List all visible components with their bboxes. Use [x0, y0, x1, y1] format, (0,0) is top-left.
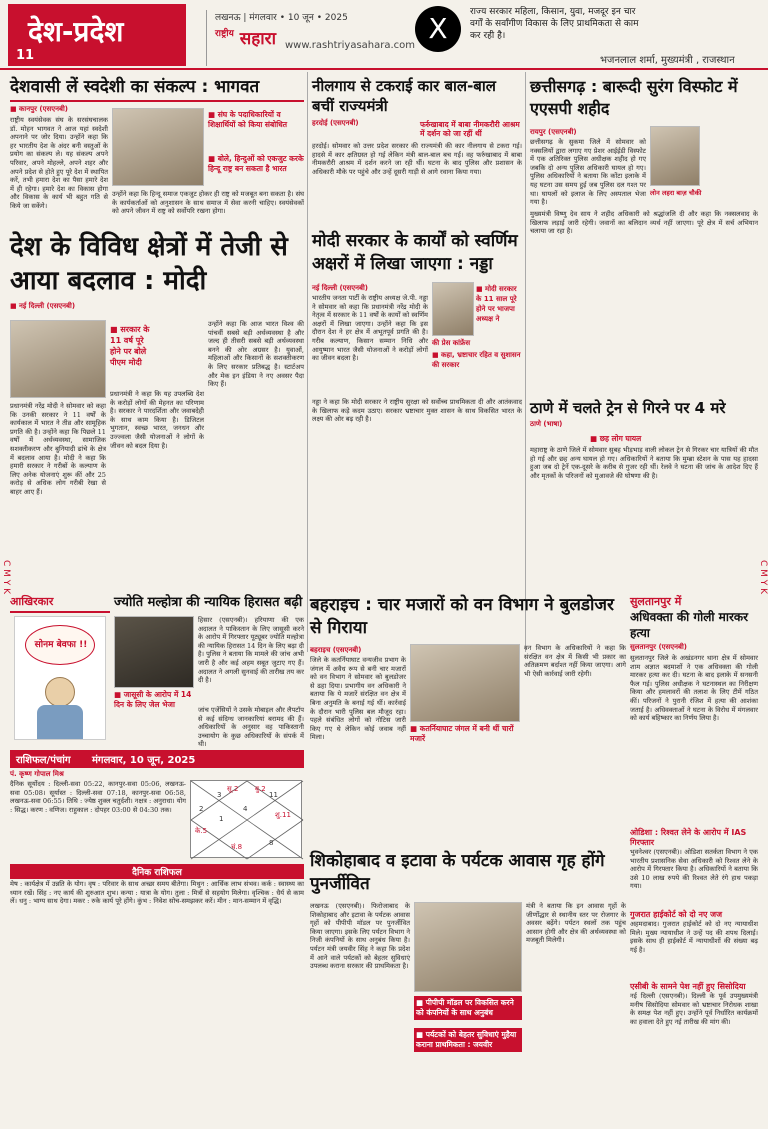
brief-headline[interactable]: गुजरात हाईकोर्ट को दो नए जज	[630, 910, 723, 919]
story-body: वन विभाग के अधिकारियों ने कहा कि संरक्षित वन क्षेत्र में किसी भी प्रकार का अतिक्रमण बर्दाश्त नहीं किया जाएगा। आगे भी ऐसी कार्रवाई जारी रहेगी।	[524, 644, 626, 678]
brief-headline[interactable]: ओडिशा : रिश्वत लेने के आरोप में IAS गिरफ्तार	[630, 828, 747, 847]
story-body: हिसार (एसएनबी)। हरियाणा की एक अदालत ने पाकिस्तान के लिए जासूसी करने के आरोप में गिरफ्तार यूट्यूबर ज्योति मल्होत्रा की न्यायिक हिरासत 14 दिन के लिए बढ़ा दी है। पुलिस ने बताया कि मामले की जांच अभी जारी है और कई अहम सबूत जुटाए गए हैं। अदालत ने अगली सुनवाई की तारीख तय कर दी है।	[198, 616, 304, 685]
brief-body: नई दिल्ली (एसएनबी)। दिल्ली के पूर्व उपमुख्यमंत्री मनीष सिसोदिया सोमवार को भ्रष्टाचार निरोधक शाखा के समक्ष पेश नहीं हुए। उन्होंने पूर्व निर्धारित कार्यक्रमों का हवाला देते हुए नई तारीख की मांग की।	[630, 992, 758, 1026]
quote-source: भजनलाल शर्मा, मुख्यमंत्री , राजस्थान	[600, 55, 735, 66]
bahraich-photo	[410, 644, 520, 722]
byline: हरदोई (एसएनबी)	[312, 119, 359, 127]
sub-headline: ■ कतर्नियाघाट जंगल में बनी थीं चारों मजारें	[410, 724, 514, 743]
cmyk-mark-right: C M Y K	[758, 560, 768, 595]
kundli-cell: 2	[199, 805, 204, 813]
sub-headline: फर्रुखाबाद में बाबा नीमकरौरी आश्रम में दर्शन को जा रहीं थीं	[420, 120, 520, 138]
story-body: मंत्री ने बताया कि इन आवास गृहों के जीर्णोद्धार से स्थानीय स्तर पर रोजगार के अवसर बढ़ेंगे। पर्यटन स्थलों तक पहुंच आसान होगी और क्षेत्र की अर्थव्यवस्था को मजबूती मिलेगी।	[526, 902, 626, 945]
story-body: जिले के कतर्नियाघाट वन्यजीव प्रभाग के जंगल में अवैध रूप से बनी चार मजारों को वन विभाग ने सोमवार को बुलडोजर से ढहा दिया। प्रभागीय वन अधिकारी ने बताया कि ये मजारें संरक्षित वन क्षेत्र में बिना अनुमति के बनाई गई थीं। कार्रवाई के दौरान भारी पुलिस बल मौजूद रहा। पहले संबंधित लोगों को नोटिस जारी किए गए थे लेकिन कोई जवाब नहीं मिला।	[310, 656, 406, 742]
kundli-planet: शु.11	[275, 811, 291, 819]
kundli-chart	[190, 780, 302, 858]
story-body: राष्ट्रीय स्वयंसेवक संघ के सरसंघचालक डॉ. मोहन भागवत ने आज यहां स्वदेशी अपनाने पर जोर दिया। उन्होंने कहा कि हर भारतीय देश के अंदर बनी वस्तुओं के प्रयोग का संकल्प ले। यह संकल्प अपने परिवार, अपने मोहल्ले, अपने शहर और अपने प्रदेश से होते हुए पूरे देश में स्थापित करें, तभी हमारा देश का पैसा हमारे देश में ही रहेगा। हमारे देश का विकास होगा और विकास के कार्य भी बहुत गति से किये जा सकेंगे।	[10, 116, 108, 210]
brand-name: सहारा	[239, 29, 277, 49]
story-body: नड्डा ने कहा कि मोदी सरकार ने राष्ट्रीय सुरक्षा को सर्वोच्च प्राथमिकता दी और आतंकवाद के खिलाफ कड़े कदम उठाए। सरकार भ्रष्टाचार मुक्त शासन के साथ विकसित भारत के लक्ष्य की ओर बढ़ रही है।	[312, 398, 522, 424]
column-rule	[525, 72, 526, 652]
story-bhagwat	[10, 76, 304, 226]
story-chhattisgarh	[530, 76, 758, 394]
rashifal-body: मेष : कार्यक्षेत्र में उन्नति के योग। वृष : परिवार के साथ अच्छा समय बीतेगा। मिथुन : आर्थिक लाभ संभव। कर्क : स्वास्थ्य का ध्यान रखें। सिंह : नए कार्य की शुरुआत शुभ। कन्या : यात्रा के योग। तुला : मित्रों से सहयोग मिलेगा। वृश्चिक : धैर्य से काम लें। धनु : भाग्य साथ देगा। मकर : रुके कार्य पूरे होंगे। कुंभ : निवेश सोच-समझकर करें। मीन : मान-सम्मान में वृद्धि।	[10, 880, 304, 906]
headline[interactable]: छत्तीसगढ़ : बारूदी सुरंग विस्फोट में एएसपी शहीद	[530, 77, 738, 118]
cartoon-box	[10, 594, 110, 744]
kundli-cell: 4	[243, 805, 248, 813]
story-body: सुलतानपुर जिले के अखंडनगर थाना क्षेत्र में सोमवार शाम अज्ञात बदमाशों ने एक अधिवक्ता की गोली मारकर हत्या कर दी। घटना के बाद इलाके में सनसनी फैल गई। पुलिस अधीक्षक ने घटनास्थल का निरीक्षण किया और हमलावरों की तलाश के लिए टीमें गठित कीं। परिजनों ने पुरानी रंजिश में हत्या की आशंका जताई है। अधिवक्ताओं ने घटना के विरोध में मंगलवार को कार्य बहिष्कार का निर्णय लिया है।	[630, 654, 758, 723]
sub-headline: ■ कहा, भ्रष्टाचार रहित व सुशासन की सरकार	[432, 351, 521, 369]
jyoti-photo	[114, 616, 194, 688]
sidebar-note: ■ मोदी सरकार के 11 साल पूरे होने पर भाजपा अध्यक्ष ने	[476, 285, 517, 323]
section-tab	[8, 4, 186, 66]
byline: सुलतानपुर (एसएनबी)	[630, 643, 688, 651]
sub-headline: ■ छह लोग घायल	[590, 434, 642, 443]
column-rule	[307, 72, 308, 652]
byline: रायपुर (एसएनबी)	[530, 128, 577, 136]
kundli-planet: के.5	[195, 827, 208, 835]
story-sultanpur	[630, 594, 758, 824]
story-bahraich	[310, 594, 626, 844]
headline[interactable]: नीलगाय से टकराई कार बाल-बाल बचीं राज्यमंत्री	[312, 77, 496, 115]
divider	[10, 100, 304, 102]
panchang-header	[10, 750, 304, 768]
site-url[interactable]: www.rashtriyasahara.com	[285, 40, 416, 51]
story-body: प्रधानमंत्री ने कहा कि यह उपलब्धि देश के करोड़ों लोगों की मेहनत का परिणाम है। सरकार ने पारदर्शिता और जवाबदेही के साथ काम किया है। डिजिटल भुगतान, स्वच्छ भारत, जनधन और उज्ज्वला जैसी योजनाओं ने लोगों के जीवन को बदल दिया है।	[110, 390, 204, 450]
nadda-photo	[432, 282, 474, 336]
panchang-body: दैनिक सूर्योदय : दिल्ली-सवा 05:22, कानपुर-सवा 05:06, लखनऊ-सवा 05:08। सूर्यास्त : दिल्ली-सवा 07:18, कानपुर-सवा 06:58, लखनऊ-सवा 06:55। तिथि : ज्येष्ठ शुक्ल चतुर्दशी। नक्षत्र : अनुराधा। योग : सिद्ध। करण : वणिज। राहुकाल : दोपहर 03:00 से 04:30 तक।	[10, 780, 186, 814]
story-body: मुख्यमंत्री विष्णु देव साय ने शहीद अधिकारी को श्रद्धांजलि दी और कहा कि नक्सलवाद के खिलाफ लड़ाई जारी रहेगी। जवानों का बलिदान व्यर्थ नहीं जाएगा। पूरे क्षेत्र में सर्च अभियान चलाया जा रहा है।	[530, 210, 758, 236]
story-lead-modi	[10, 230, 304, 590]
masthead-meta	[206, 10, 416, 66]
photo-caption: ■ जासूसी के आरोप में 14 दिन के लिए जेल भेजा	[114, 690, 192, 709]
kundli-cell: 1	[219, 815, 224, 823]
pull-quote: ■ बोले, हिन्दुओं को एकजुट करके हिन्दू राष्ट्र बन सकता है भारत	[208, 154, 304, 173]
cartoon-kicker: आखिरकार	[10, 595, 54, 608]
story-body: छत्तीसगढ़ के सुकमा जिले में सोमवार को नक्सलियों द्वारा लगाए गए प्रेशर आईईडी विस्फोट में एक अतिरिक्त पुलिस अधीक्षक शहीद हो गए जबकि दो अन्य पुलिस अधिकारी घायल हो गए। पुलिस अधिकारियों ने बताया कि कोंटा इलाके में यह घटना उस समय हुई जब पुलिस दल गश्त पर था। घायलों को इलाज के लिए अस्पताल भेजा गया है।	[530, 138, 646, 207]
headline[interactable]: ज्योति मल्होत्रा की न्यायिक हिरासत बढ़ी	[114, 595, 303, 610]
kundli-planet: बु.2	[255, 785, 266, 793]
story-body: उन्होंने कहा कि आज भारत विश्व की पांचवीं सबसे बड़ी अर्थव्यवस्था है और जल्द ही तीसरी सबसे बड़ी अर्थव्यवस्था बनने की ओर अग्रसर है। युवाओं, महिलाओं और किसानों के सशक्तीकरण के लिए सरकार प्रतिबद्ध है। स्टार्टअप और मेक इन इंडिया ने नए अवसर पैदा किए हैं।	[208, 320, 304, 389]
dateline: लखनऊ | मंगलवार • 10 जून • 2025	[215, 13, 348, 23]
panchang-label: राशिफल/पंचांग	[16, 755, 71, 766]
story-body: महाराष्ट्र के ठाणे जिले में सोमवार सुबह भीड़भाड़ वाली लोकल ट्रेन से गिरकर चार यात्रियों की मौत हो गई और छह अन्य घायल हो गए। अधिकारियों ने बताया कि मुम्ब्रा स्टेशन के पास यह हादसा हुआ जब दो ट्रेनें एक-दूसरे के करीब से गुजर रही थीं। रेलवे ने घटना की जांच के आदेश दिए हैं और मृतकों के परिजनों को मुआवजे की घोषणा की है।	[530, 446, 758, 480]
kundli-cell: 3	[217, 791, 222, 799]
story-body: भारतीय जनता पार्टी के राष्ट्रीय अध्यक्ष जे.पी. नड्डा ने सोमवार को कहा कि प्रधानमंत्री नरेंद्र मोदी के नेतृत्व में सरकार के 11 वर्षों के कार्यों को स्वर्णिम अक्षरों में लिखा जाएगा। उन्होंने कहा कि इस दौरान देश ने हर क्षेत्र में अभूतपूर्व प्रगति की है। गरीब कल्याण, किसान सम्मान निधि और आयुष्मान भारत जैसी योजनाओं ने करोड़ों लोगों का जीवन बदला है।	[312, 294, 428, 363]
panchang-box	[10, 750, 304, 1120]
headline[interactable]: मोदी सरकार के कार्यों को स्वर्णिम अक्षरों में लिखा जाएगा : नड्डा	[312, 231, 518, 274]
cartoon-figure	[45, 677, 75, 707]
story-body: प्रधानमंत्री नरेंद्र मोदी ने सोमवार को कहा कि उनकी सरकार ने 11 वर्षों के कार्यकाल में भारत ने तीव्र और सामूहिक प्रगति की है। उन्होंने कहा कि पिछले 11 वर्षों में अर्थव्यवस्था, सामाजिक सशक्तीकरण और बुनियादी ढांचे के क्षेत्र में बदलाव आया है। मोदी ने कहा कि हमारी सरकार ने गरीबों के कल्याण के लिए अनेक योजनाएं शुरू कीं और 25 करोड़ से अधिक लोग गरीबी रेखा से बाहर आए हैं।	[10, 402, 106, 496]
photo-caption: लोन लहरा बाज़ चौकी	[650, 189, 702, 197]
story-body: जांच एजेंसियों ने उसके मोबाइल और लैपटॉप से कई संदिग्ध जानकारियां बरामद की हैं। अधिकारियों के अनुसार वह पाकिस्तानी उच्चायोग के कुछ अधिकारियों के संपर्क में थी।	[198, 706, 304, 749]
photo-caption: की प्रेस कांफ्रेंस	[432, 339, 471, 347]
pull-quote: ■ संघ के पदाधिकारियों व शिक्षार्थियों को किया संबोधित	[208, 110, 288, 129]
tourism-photo	[414, 902, 522, 992]
bhagwat-photo	[112, 108, 204, 186]
masthead	[0, 0, 768, 70]
story-nadda	[312, 230, 522, 590]
story-thane	[530, 398, 758, 558]
brief-body: अहमदाबाद। गुजरात हाईकोर्ट को दो नए न्यायाधीश मिले। मुख्य न्यायाधीश ने उन्हें पद की शपथ दिलाई। इसके साथ ही हाईकोर्ट में न्यायाधीशों की संख्या बढ़ गई है।	[630, 920, 758, 954]
story-body: उन्होंने कहा कि हिन्दू समाज एकजुट होकर ही राष्ट्र को मजबूत बना सकता है। संघ के कार्यकर्ताओं को अनुशासन के साथ समाज में सेवा करनी चाहिए। स्वयंसेवकों को अपने जीवन में राष्ट्र को सर्वोपरि रखना होगा।	[112, 190, 304, 216]
byline: ठाणे (भाषा)	[530, 420, 563, 428]
panchang-date: मंगलवार, 10 जून, 2025	[91, 755, 196, 766]
headline[interactable]: अधिवक्ता की गोली मारकर हत्या	[630, 610, 748, 640]
kundli-lines	[191, 781, 303, 859]
kundli-cell: 11	[269, 791, 278, 799]
lead-headline[interactable]: देश के विविध क्षेत्रों में तेजी से आया बदलाव : मोदी	[10, 232, 288, 296]
sidebar-note: ■ सरकार के 11 वर्ष पूरे होने पर बोले पीएम मोदी	[110, 325, 150, 367]
rashifal-header: दैनिक राशिफल	[10, 864, 304, 879]
cmyk-mark-left: C M Y K	[1, 560, 11, 595]
brief-body: भुवनेश्वर (एसएनबी)। ओडिशा सतर्कता विभाग ने एक भारतीय प्रशासनिक सेवा अधिकारी को रिश्वत लेने के आरोप में गिरफ्तार किया है। अधिकारियों ने बताया कि उसे 10 लाख रुपये की रिश्वत लेते रंगे हाथ पकड़ा गया।	[630, 848, 758, 891]
section-title: देश-प्रदेश	[28, 15, 124, 48]
brand-prefix: राष्ट्रीय	[215, 29, 234, 39]
officer-photo	[650, 126, 700, 186]
divider	[10, 611, 110, 613]
photo-caption: ■ पीपीपी मॉडल पर विकसित करने को कंपनियों के साथ अनुबंध	[414, 996, 522, 1020]
masthead-rule	[0, 68, 768, 70]
briefs-column	[630, 828, 758, 1124]
modi-photo	[10, 320, 106, 398]
kundli-cell: 8	[269, 839, 274, 847]
headline[interactable]: ठाणे में चलते ट्रेन से गिरने पर 4 मरे	[530, 399, 726, 417]
byline: ■ नई दिल्ली (एसएनबी)	[10, 302, 76, 310]
story-body: हरदोई। सोमवार को उत्तर प्रदेश सरकार की राज्यमंत्री की कार नीलगाय से टकरा गई। हादसे में कार क्षतिग्रस्त हो गई लेकिन मंत्री बाल-बाल बच गईं। वह फर्रुखाबाद में बाबा नीमकरौरी आश्रम में दर्शन करने जा रही थीं। घटना के बाद पुलिस और प्रशासन के अधिकारी मौके पर पहुंचे और उन्हें दूसरी गाड़ी से आगे रवाना किया गया।	[312, 142, 522, 176]
kundli-planet: सू.2	[227, 785, 239, 793]
story-body: लखनऊ (एसएनबी)। फिरोजाबाद के शिकोहाबाद और इटावा के पर्यटक आवास गृहों को पीपीपी मॉडल पर पुनर्जीवित किया जाएगा। इसके लिए पर्यटन विभाग ने निजी कंपनियों के साथ अनुबंध किया है। पर्यटन मंत्री जयवीर सिंह ने कहा कि प्रदेश में आने वाले पर्यटकों को बेहतर सुविधाएं उपलब्ध कराना सरकार की प्राथमिकता है।	[310, 902, 410, 971]
headline[interactable]: शिकोहाबाद व इटावा के पर्यटक आवास गृह होंगे पुनर्जीवित	[310, 851, 605, 894]
panchang-author: पं. कृष्ण गोपाल मिश्र	[10, 770, 64, 778]
page-number: 11	[16, 48, 35, 63]
story-nilgai	[312, 76, 522, 226]
x-logo-icon: X	[415, 6, 461, 52]
brief-headline[interactable]: एसीबी के सामने पेश नहीं हुए सिसोदिया	[630, 982, 746, 991]
kundli-planet: चं.8	[231, 843, 243, 851]
story-jyoti	[114, 594, 304, 749]
headline[interactable]: देशवासी लें स्वदेशी का संकल्प : भागवत	[10, 77, 260, 97]
cartoon-figure-body	[37, 705, 83, 739]
story-shikohabad	[310, 850, 626, 1122]
byline: ■ कानपुर (एसएनबी)	[10, 105, 68, 113]
cartoon-image	[14, 616, 106, 740]
headline[interactable]: बहराइच : चार मजारों को वन विभाग ने बुलडोजर से गिराया	[310, 595, 614, 638]
masthead-quote: राज्य सरकार महिला, किसान, युवा, मजदूर इन चार वर्गों के सर्वांगीण विकास के लिए प्राथमिकता से काम कर रही है।	[470, 7, 639, 41]
kicker: सुलतानपुर में	[630, 595, 682, 608]
photo-caption: ■ पर्यटकों को बेहतर सुविधाएं मुहैया कराना प्राथमिकता : जयवीर	[414, 1028, 522, 1052]
cartoon-text: सोनम बेवफा !!	[34, 640, 88, 650]
byline: नई दिल्ली (एसएनबी)	[312, 284, 369, 292]
byline: बहराइच (एसएनबी)	[310, 646, 362, 654]
